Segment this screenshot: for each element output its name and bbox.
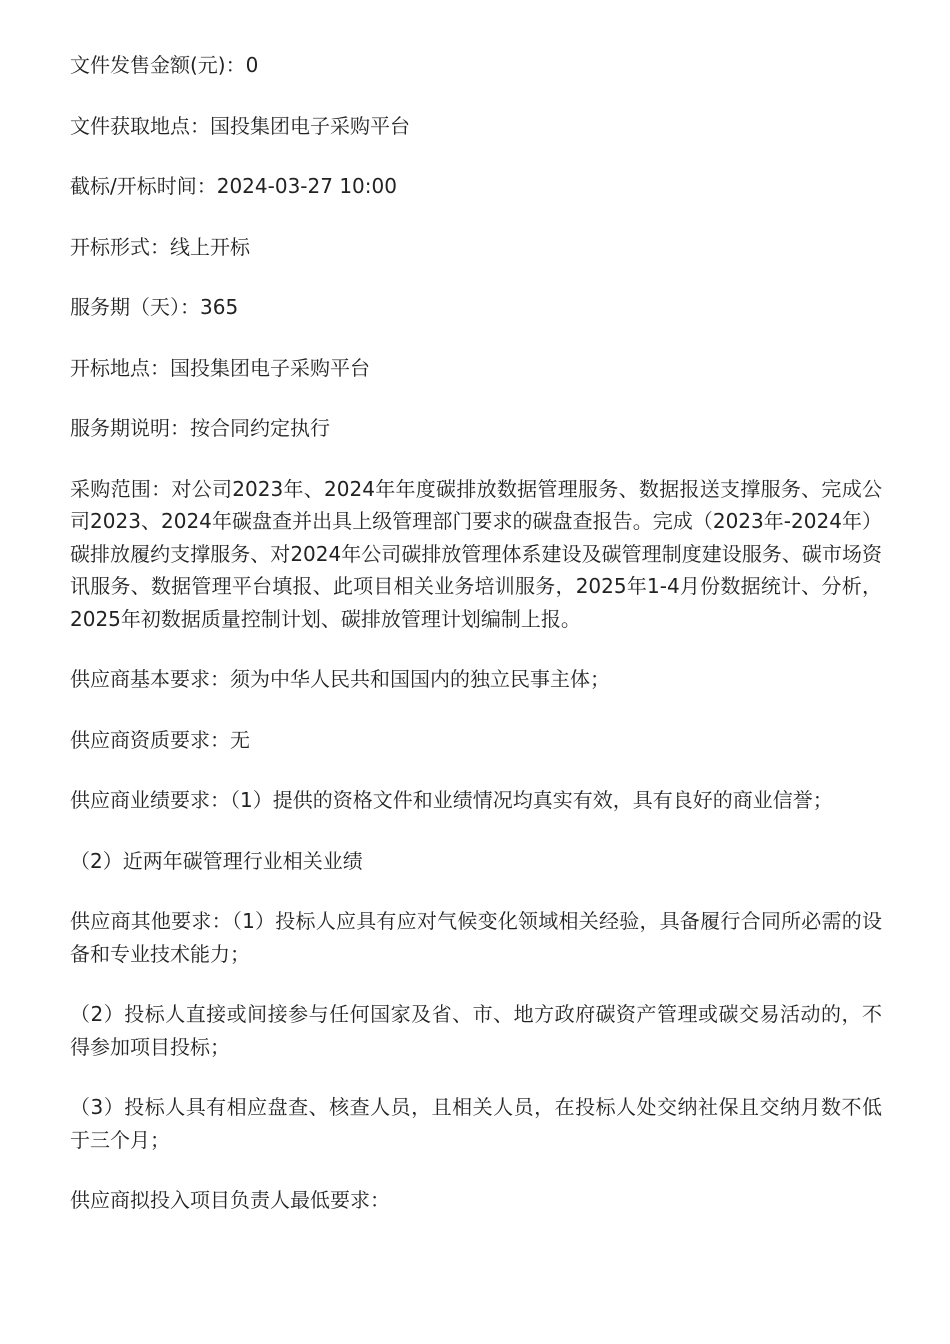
field-supplier-performance-1: 供应商业绩要求：（1）提供的资格文件和业绩情况均真实有效，具有良好的商业信誉； <box>70 788 833 812</box>
field-bid-opening-form: 开标形式：线上开标 <box>70 234 250 259</box>
field-project-lead-requirement: 供应商拟投入项目负责人最低要求： <box>70 1188 390 1212</box>
field-supplier-other-2: （2）投标人直接或间接参与任何国家及省、市、地方政府碳资产管理或碳交易活动的，不得参加项目投标； <box>70 1002 882 1059</box>
field-supplier-other-1: 供应商其他要求：（1）投标人应具有应对气候变化领域相关经验，具备履行合同所必需的设备和专业技术能力； <box>70 909 882 966</box>
document-body <box>70 49 882 1245</box>
field-service-period: 服务期（天）：365 <box>70 295 239 319</box>
field-bid-deadline: 截标/开标时间：2024-03-27 10:00 <box>70 174 397 198</box>
field-procurement-scope: 采购范围：对公司2023年、2024年年度碳排放数据管理服务、数据报送支撑服务、完成公司2023、2024年碳盘查并出具上级管理部门要求的碳盘查报告。完成（2023年-2024年）碳排放履约支撑服务、对2024年公司碳排放管理体系建设及碳管理制度建设服务、碳市场资讯服务、数据管理平台填报、此项目相关业务培训服务，2025年1-4月份数据统计、分析，2025年初数据质量控制计划、碳排放管理计划编制上报。 <box>70 476 882 631</box>
field-supplier-basic-requirement: 供应商基本要求：须为中华人民共和国国内的独立民事主体； <box>70 667 610 691</box>
field-supplier-qualification: 供应商资质要求：无 <box>70 727 250 752</box>
field-supplier-performance-2: （2）近两年碳管理行业相关业绩 <box>70 848 363 873</box>
field-document-location: 文件获取地点：国投集团电子采购平台 <box>70 113 410 138</box>
field-service-period-note: 服务期说明：按合同约定执行 <box>70 416 330 440</box>
field-document-fee: 文件发售金额(元)：0 <box>70 53 259 77</box>
field-supplier-other-3: （3）投标人具有相应盘查、核查人员，且相关人员，在投标人处交纳社保且交纳月数不低于三个月； <box>70 1095 882 1152</box>
field-bid-opening-location: 开标地点：国投集团电子采购平台 <box>70 355 370 380</box>
